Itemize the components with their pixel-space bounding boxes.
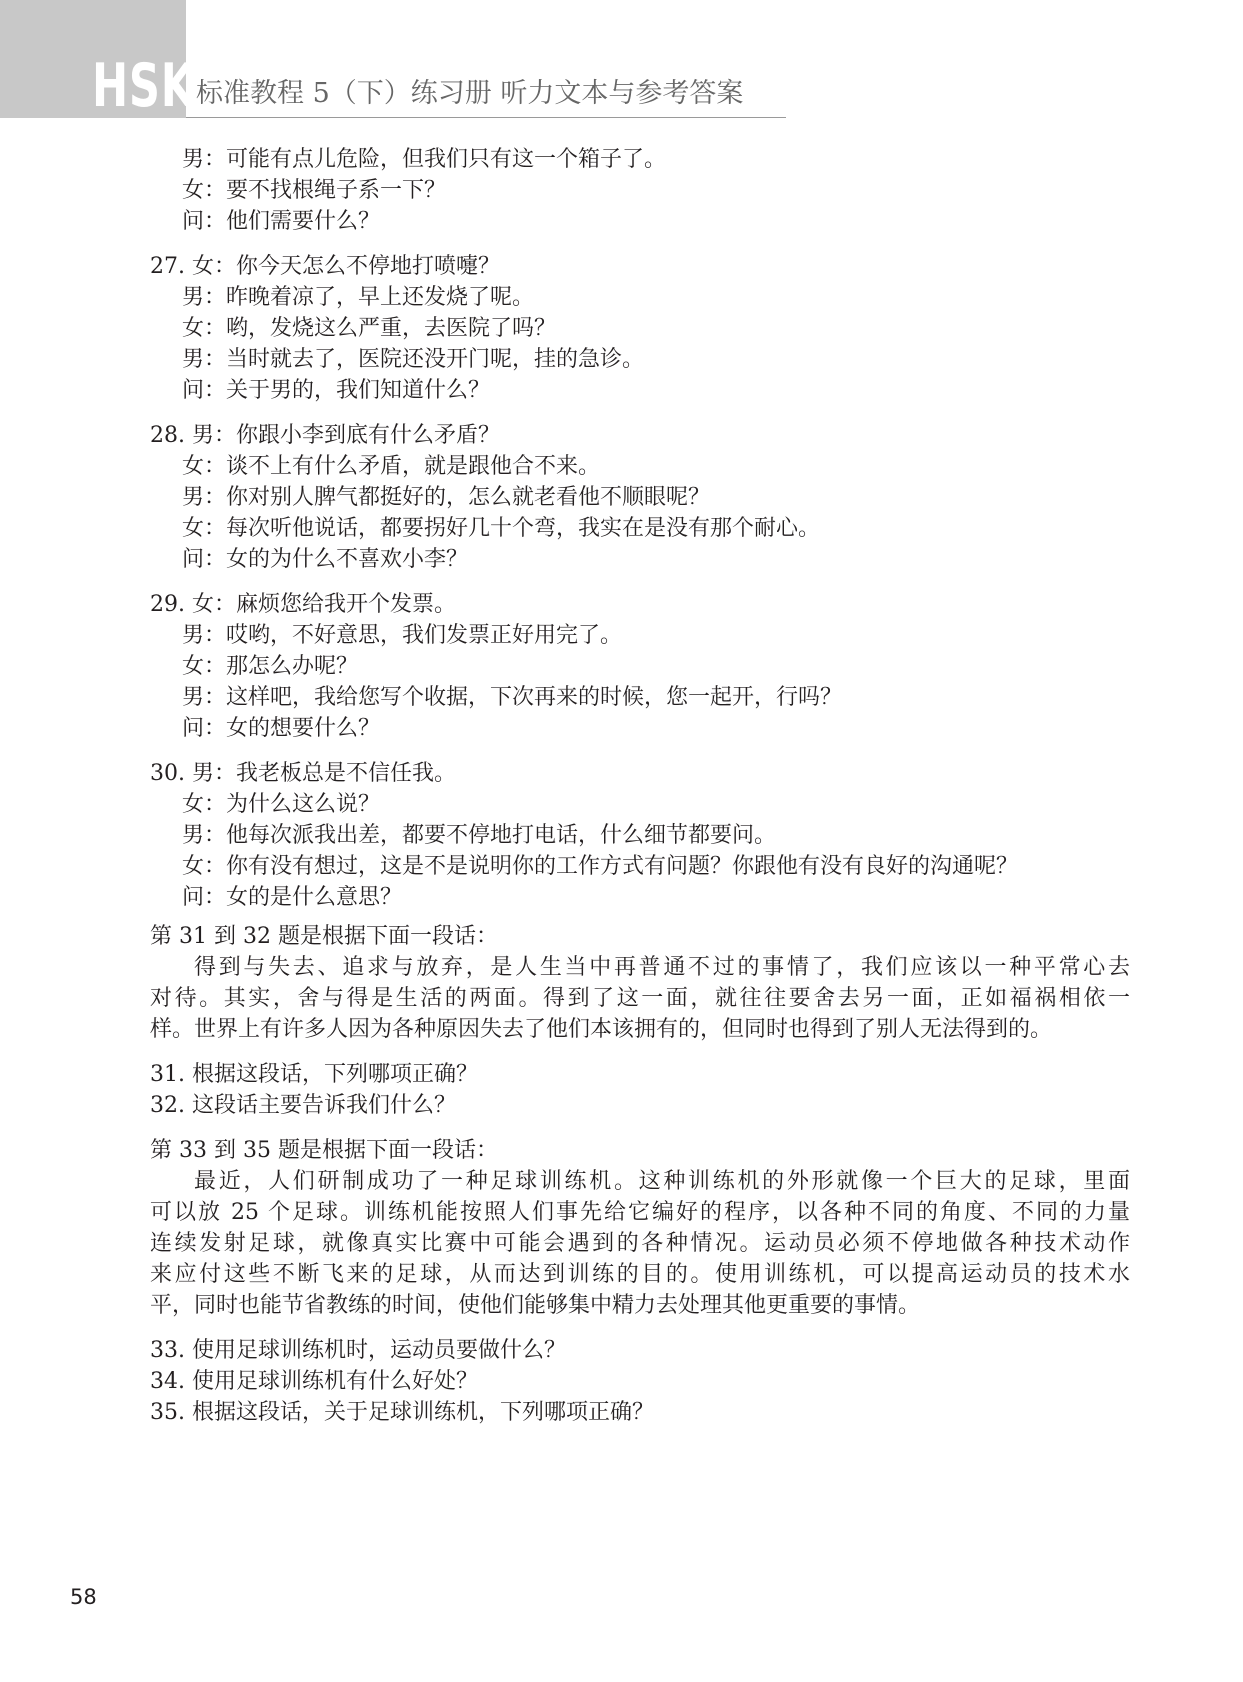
dialog-line: 男：哎哟，不好意思，我们发票正好用完了。 bbox=[182, 623, 623, 648]
dialog-line: 女：哟，发烧这么严重，去医院了吗？ bbox=[182, 316, 557, 341]
dialog-line: 女：要不找根绳子系一下？ bbox=[182, 178, 447, 203]
dialog-line: 女：那怎么办呢？ bbox=[182, 654, 359, 679]
dialog-line: 男：他每次派我出差，都要不停地打电话，什么细节都要问。 bbox=[182, 823, 777, 848]
dialog-line: 问：他们需要什么？ bbox=[182, 209, 381, 234]
header-divider bbox=[186, 117, 786, 118]
header-brand-logo: HSK bbox=[92, 51, 195, 121]
passage-line: 可以放 25 个足球。训练机能按照人们事先给它编好的程序，以各种不同的角度、不同的力量 bbox=[150, 1200, 1130, 1225]
dialog-line: 男：可能有点儿危险，但我们只有这一个箱子了。 bbox=[182, 147, 667, 172]
dialog-line: 男：这样吧，我给您写个收据，下次再来的时候，您一起开，行吗？ bbox=[182, 685, 843, 710]
dialog-line: 问：女的是什么意思？ bbox=[182, 885, 403, 910]
question-number-line: 30. 男：我老板总是不信任我。 bbox=[150, 761, 456, 786]
question-line: 33. 使用足球训练机时，运动员要做什么？ bbox=[150, 1338, 566, 1363]
section-heading: 第 31 到 32 题是根据下面一段话： bbox=[150, 924, 498, 949]
section-33-35 bbox=[150, 1135, 1130, 1428]
dialog-line: 男：当时就去了，医院还没开门呢，挂的急诊。 bbox=[182, 347, 645, 372]
dialog-line: 问：女的想要什么？ bbox=[182, 716, 381, 741]
question-line: 32. 这段话主要告诉我们什么？ bbox=[150, 1093, 456, 1118]
section-heading: 第 33 到 35 题是根据下面一段话： bbox=[150, 1138, 498, 1163]
dialog-block-29 bbox=[150, 589, 1130, 744]
dialog-line: 女：每次听他说话，都要拐好几十个弯，我实在是没有那个耐心。 bbox=[182, 516, 821, 541]
passage-line: 得到与失去、追求与放弃，是人生当中再普通不过的事情了，我们应该以一种平常心去 bbox=[194, 955, 1130, 980]
dialog-line: 问：关于男的，我们知道什么？ bbox=[182, 378, 491, 403]
header-title: 标准教程 5（下）练习册 听力文本与参考答案 bbox=[196, 78, 744, 109]
passage-line: 样。世界上有许多人因为各种原因失去了他们本该拥有的，但同时也得到了别人无法得到的。 bbox=[150, 1017, 1053, 1042]
passage-line: 对待。其实，舍与得是生活的两面。得到了这一面，就往往要舍去另一面，正如福祸相依一 bbox=[150, 986, 1130, 1011]
dialog-block-30 bbox=[150, 758, 1130, 913]
passage-line: 平，同时也能节省教练的时间，使他们能够集中精力去处理其他更重要的事情。 bbox=[150, 1293, 921, 1318]
dialog-line: 女：你有没有想过，这是不是说明你的工作方式有问题？你跟他有没有良好的沟通呢？ bbox=[182, 854, 1019, 879]
dialog-block-28 bbox=[150, 420, 1130, 575]
dialog-line: 女：为什么这么说？ bbox=[182, 792, 381, 817]
dialog-line: 女：谈不上有什么矛盾，就是跟他合不来。 bbox=[182, 454, 601, 479]
passage-line: 最近，人们研制成功了一种足球训练机。这种训练机的外形就像一个巨大的足球，里面 bbox=[194, 1169, 1130, 1194]
section-31-32 bbox=[150, 921, 1130, 1121]
question-number-line: 27. 女：你今天怎么不停地打喷嚏？ bbox=[150, 254, 500, 279]
question-number-line: 28. 男：你跟小李到底有什么矛盾？ bbox=[150, 423, 500, 448]
question-line: 31. 根据这段话，下列哪项正确？ bbox=[150, 1062, 478, 1087]
passage-line: 来应付这些不断飞来的足球，从而达到训练的目的。使用训练机，可以提高运动员的技术水 bbox=[150, 1262, 1130, 1287]
page-number: 58 bbox=[70, 1585, 97, 1609]
dialog-block-27 bbox=[150, 251, 1130, 406]
dialog-line: 男：你对别人脾气都挺好的，怎么就老看他不顺眼呢？ bbox=[182, 485, 711, 510]
dialog-line: 问：女的为什么不喜欢小李？ bbox=[182, 547, 469, 572]
dialog-block-26-continued bbox=[150, 144, 1130, 237]
page-content bbox=[150, 144, 1130, 1428]
question-number-line: 29. 女：麻烦您给我开个发票。 bbox=[150, 592, 456, 617]
question-line: 34. 使用足球训练机有什么好处？ bbox=[150, 1369, 478, 1394]
question-line: 35. 根据这段话，关于足球训练机，下列哪项正确？ bbox=[150, 1400, 654, 1425]
dialog-line: 男：昨晚着凉了，早上还发烧了呢。 bbox=[182, 285, 535, 310]
passage-line: 连续发射足球，就像真实比赛中可能会遇到的各种情况。运动员必须不停地做各种技术动作 bbox=[150, 1231, 1130, 1256]
